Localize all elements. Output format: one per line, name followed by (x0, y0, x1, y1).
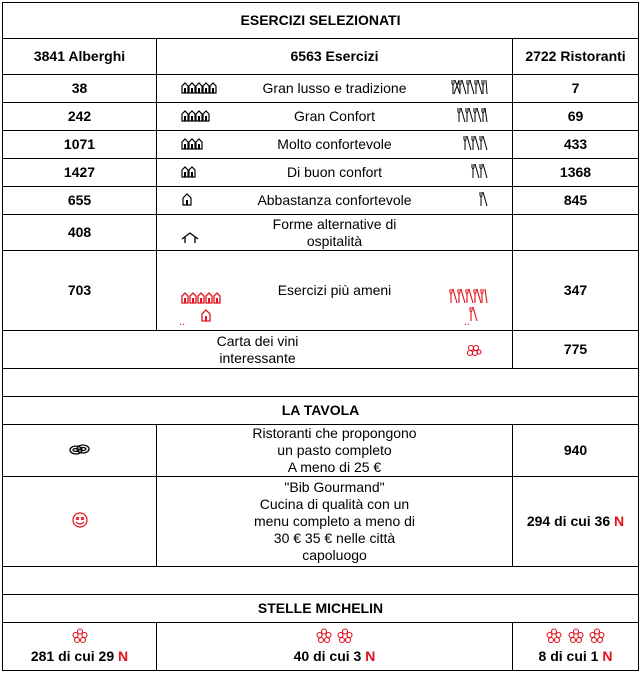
ristoranti-count: 1368 (513, 159, 639, 187)
new-marker: N (602, 648, 613, 664)
tavola-line1: Ristoranti che propongono (252, 425, 417, 441)
one-star-count: 281 di cui 29 (30, 648, 119, 664)
table-row (3, 103, 639, 131)
tavola-title: LA TAVOLA (3, 397, 639, 425)
category-cell (157, 187, 513, 215)
spacer (3, 567, 639, 595)
bib-line1: "Bib Gourmand" (284, 479, 385, 495)
alberghi-count: 655 (3, 187, 157, 215)
bib-count-text: 294 di cui 36 (526, 513, 615, 529)
alberghi-count: 38 (3, 75, 157, 103)
house-3-icon (181, 136, 205, 154)
table-row (3, 187, 639, 215)
ristoranti-empty (513, 215, 639, 251)
two-star-cell (157, 623, 513, 671)
table-row (3, 477, 639, 567)
table-row (3, 251, 639, 331)
bib-line2: Cucina di qualità con un (259, 496, 410, 512)
alberghi-count: 1071 (3, 131, 157, 159)
category-cell (157, 131, 513, 159)
table-row (3, 215, 639, 251)
category-cell (157, 103, 513, 131)
alberghi-count: 408 (3, 215, 157, 251)
category-label-line2: ospitalità (306, 232, 363, 249)
table-row (3, 75, 639, 103)
bib-count (513, 477, 639, 567)
table-title: ESERCIZI SELEZIONATI (3, 3, 639, 39)
alberghi-count: 242 (3, 103, 157, 131)
bib-line5: capoluogo (302, 547, 367, 563)
category-label: Gran lusso e tradizione (262, 80, 407, 96)
ristoranti-count: 7 (513, 75, 639, 103)
category-label: Molto confortevole (277, 136, 392, 152)
bib-cell (3, 477, 157, 567)
table-row (3, 425, 639, 477)
forks-3-icon (462, 135, 488, 155)
ristoranti-count: 69 (513, 103, 639, 131)
ristoranti-count: 433 (513, 131, 639, 159)
spacer-row (3, 567, 639, 595)
three-star-count: 8 di cui 1 (538, 648, 603, 664)
table-row (3, 159, 639, 187)
bib-line4: 30 € 35 € nelle città (273, 530, 396, 546)
coins-cell (3, 425, 157, 477)
alberghi-count: 1427 (3, 159, 157, 187)
spacer (3, 369, 639, 397)
ristoranti-count: 347 (513, 251, 639, 331)
michelin-star-icon (316, 628, 332, 644)
forks-2-icon (470, 163, 488, 183)
house-4-icon (181, 108, 211, 126)
tavola-line3: A meno di 25 € (287, 459, 382, 475)
michelin-star-icon (72, 628, 88, 644)
esercizi-table (2, 2, 639, 671)
category-label: Gran Confort (294, 108, 375, 124)
alberghi-count: 703 (3, 251, 157, 331)
header-row (3, 39, 639, 75)
bib-description (157, 477, 513, 567)
ristoranti-count: 845 (513, 187, 639, 215)
category-cell (157, 215, 513, 251)
michelin-star-icon (546, 628, 562, 644)
forks-1-icon (478, 191, 488, 211)
new-marker: N (614, 513, 625, 529)
bib-line3: menu completo a meno di (253, 513, 416, 529)
header-ristoranti: 2722 Ristoranti (513, 39, 639, 75)
vini-cell (3, 331, 513, 369)
michelin-star-icon (568, 628, 584, 644)
header-alberghi: 3841 Alberghi (3, 39, 157, 75)
one-star-icons (3, 628, 156, 648)
header-esercizi: 6563 Esercizi (157, 39, 513, 75)
new-marker: N (118, 648, 129, 664)
category-label-line1: Forme alternative di (272, 215, 397, 232)
house-5-icon (181, 80, 217, 98)
category-cell (157, 251, 513, 331)
spacer-row (3, 369, 639, 397)
forks-5-icon (450, 79, 488, 99)
category-label: Esercizi più ameni (277, 282, 392, 298)
michelin-star-icon (337, 628, 353, 644)
stelle-row (3, 623, 639, 671)
two-star-icons (157, 628, 512, 648)
category-cell (157, 75, 513, 103)
stelle-title-row (3, 595, 639, 623)
one-star-cell (3, 623, 157, 671)
house-1-icon (181, 192, 193, 210)
title-row (3, 3, 639, 39)
category-cell (157, 159, 513, 187)
red-house-5-icon (181, 290, 221, 326)
tavola-title-row (3, 397, 639, 425)
forks-4-icon (456, 107, 488, 127)
house-2-icon (181, 164, 199, 182)
grapes-icon (466, 342, 482, 362)
table-row (3, 131, 639, 159)
vini-label-line1: Carta dei vini (216, 332, 299, 349)
bib-gourmand-icon (71, 516, 89, 532)
tent-house-icon (181, 231, 199, 248)
red-dots: .. (179, 316, 186, 328)
category-label: Di buon confort (287, 164, 382, 180)
new-marker: N (365, 648, 376, 664)
vini-label-line2: interessante (219, 349, 296, 366)
red-dots-right: .. (463, 316, 470, 328)
table-row (3, 331, 639, 369)
tavola-description (157, 425, 513, 477)
coins-icon (68, 443, 92, 459)
michelin-star-icon (589, 628, 605, 644)
three-star-icons (513, 628, 638, 648)
stelle-title: STELLE MICHELIN (3, 595, 639, 623)
three-star-cell (513, 623, 639, 671)
two-star-count: 40 di cui 3 (293, 648, 366, 664)
tavola-line2: un pasto completo (277, 442, 392, 458)
category-label: Abbastanza confortevole (257, 192, 412, 208)
tavola-count: 940 (513, 425, 639, 477)
vini-count: 775 (513, 331, 639, 369)
